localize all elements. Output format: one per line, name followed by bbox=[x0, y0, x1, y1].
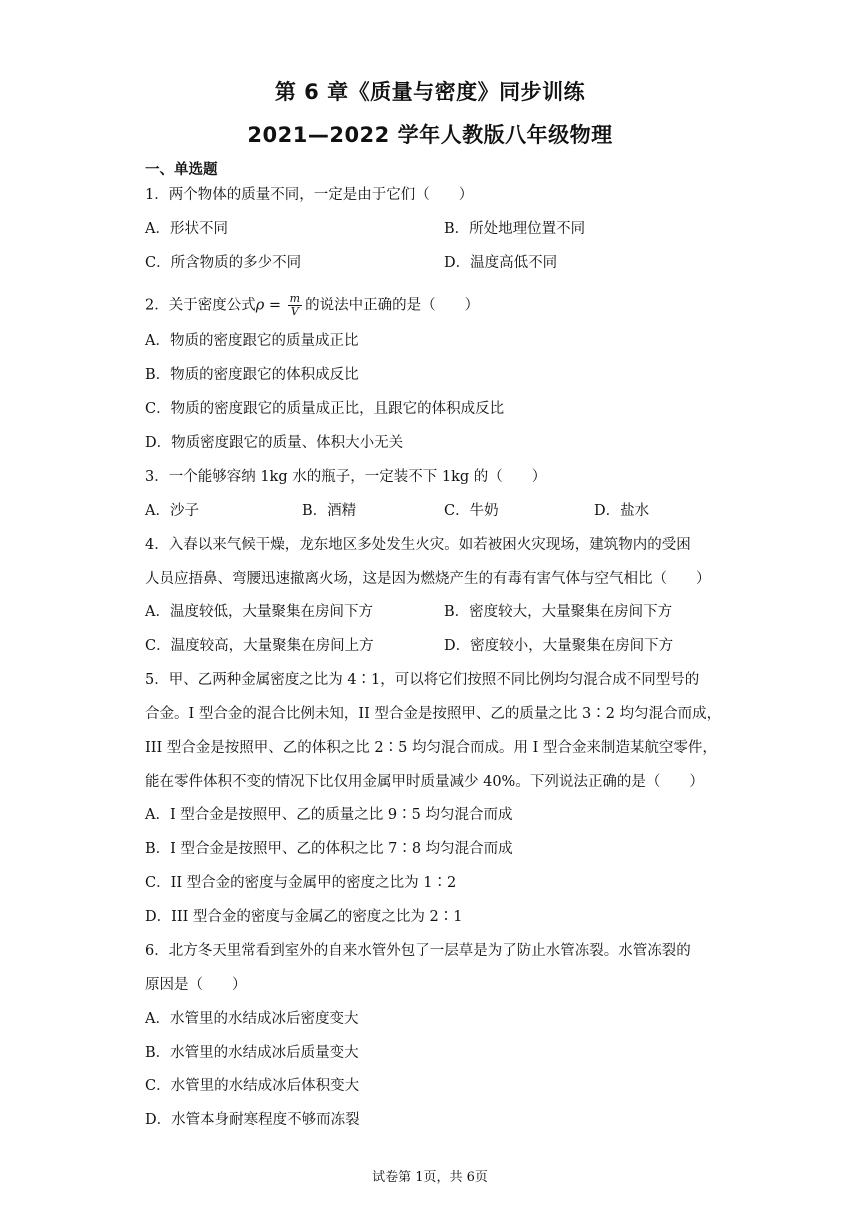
q5-option-a: A．I 型合金是按照甲、乙的质量之比 9∶5 均匀混合而成 bbox=[145, 807, 513, 823]
q2-stem bbox=[145, 293, 479, 318]
section-heading: 一、单选题 bbox=[145, 162, 218, 178]
q3-option-b: B．酒精 bbox=[302, 503, 357, 519]
density-symbol: ρ bbox=[255, 297, 265, 314]
q6-option-a: A．水管里的水结成冰后密度变大 bbox=[145, 1011, 359, 1027]
q5-stem-line3: III 型合金是按照甲、乙的体积之比 2∶5 均匀混合而成。用 I 型合金来制造某航空零件， bbox=[145, 740, 717, 756]
q1-option-c: C．所含物质的多少不同 bbox=[145, 255, 302, 271]
q6-option-b: B．水管里的水结成冰后质量变大 bbox=[145, 1045, 359, 1061]
q4-option-a: A．温度较低，大量聚集在房间下方 bbox=[145, 604, 373, 620]
q5-stem-line2: 合金。I 型合金的混合比例未知，II 型合金是按照甲、乙的质量之比 3∶2 均匀混合而成， bbox=[145, 706, 722, 722]
page-title: 第 6 章《质量与密度》同步训练 bbox=[274, 80, 586, 104]
q2-stem-prefix: 2．关于密度公式 bbox=[145, 297, 256, 314]
q2-stem-suffix: 的说法中正确的是（ ） bbox=[305, 297, 480, 314]
page-footer: 试卷第 1页，共 6页 bbox=[372, 1170, 488, 1185]
q3-stem: 3．一个能够容纳 1kg 水的瓶子，一定装不下 1kg 的（ ） bbox=[145, 469, 547, 485]
q6-option-d: D．水管本身耐寒程度不够而冻裂 bbox=[145, 1112, 360, 1128]
q3-option-a: A．沙子 bbox=[145, 503, 199, 519]
q5-option-c: C．II 型合金的密度与金属甲的密度之比为 1∶2 bbox=[145, 875, 457, 891]
q4-option-b: B．密度较大，大量聚集在房间下方 bbox=[444, 604, 673, 620]
equals-sign: = bbox=[264, 297, 286, 314]
q2-option-c: C．物质的密度跟它的质量成正比，且跟它的体积成反比 bbox=[145, 401, 505, 417]
q4-option-c: C．温度较高，大量聚集在房间上方 bbox=[145, 638, 374, 654]
q5-option-b: B．I 型合金是按照甲、乙的体积之比 7∶8 均匀混合而成 bbox=[145, 841, 513, 857]
q6-stem-line2: 原因是（ ） bbox=[145, 977, 247, 993]
formula-numerator: m bbox=[289, 292, 301, 305]
page-subtitle: 2021—2022 学年人教版八年级物理 bbox=[247, 123, 613, 147]
q5-option-d: D．III 型合金的密度与金属乙的密度之比为 2∶1 bbox=[145, 909, 463, 925]
q2-option-d: D．物质密度跟它的质量、体积大小无关 bbox=[145, 435, 404, 451]
q1-stem: 1．两个物体的质量不同，一定是由于它们（ ） bbox=[145, 187, 474, 203]
q6-option-c: C．水管里的水结成冰后体积变大 bbox=[145, 1078, 360, 1094]
q5-stem-line1: 5．甲、乙两种金属密度之比为 4∶1，可以将它们按照不同比例均匀混合成不同型号的 bbox=[145, 672, 700, 688]
q4-stem-line2: 人员应捂鼻、弯腰迅速撤离火场，这是因为燃烧产生的有毒有害气体与空气相比（ ） bbox=[145, 571, 711, 587]
q4-stem-line1: 4．入春以来气候干燥，龙东地区多处发生火灾。如若被困火灾现场，建筑物内的受困 bbox=[145, 537, 691, 553]
q1-option-a: A．形状不同 bbox=[145, 221, 228, 237]
q5-stem-line4: 能在零件体积不变的情况下比仅用金属甲时质量减少 40%。下列说法正确的是（ ） bbox=[145, 774, 704, 790]
density-formula-fraction bbox=[288, 293, 302, 318]
q3-option-d: D．盐水 bbox=[594, 503, 650, 519]
q3-option-c: C．牛奶 bbox=[444, 503, 499, 519]
q6-stem-line1: 6．北方冬天里常看到室外的自来水管外包了一层草是为了防止水管冻裂。水管冻裂的 bbox=[145, 943, 691, 959]
formula-denominator: V bbox=[290, 305, 299, 318]
q2-option-a: A．物质的密度跟它的质量成正比 bbox=[145, 333, 359, 349]
q2-option-b: B．物质的密度跟它的体积成反比 bbox=[145, 367, 359, 383]
q4-option-d: D．密度较小，大量聚集在房间下方 bbox=[444, 638, 674, 654]
q1-option-d: D．温度高低不同 bbox=[444, 255, 558, 271]
q1-option-b: B．所处地理位置不同 bbox=[444, 221, 586, 237]
